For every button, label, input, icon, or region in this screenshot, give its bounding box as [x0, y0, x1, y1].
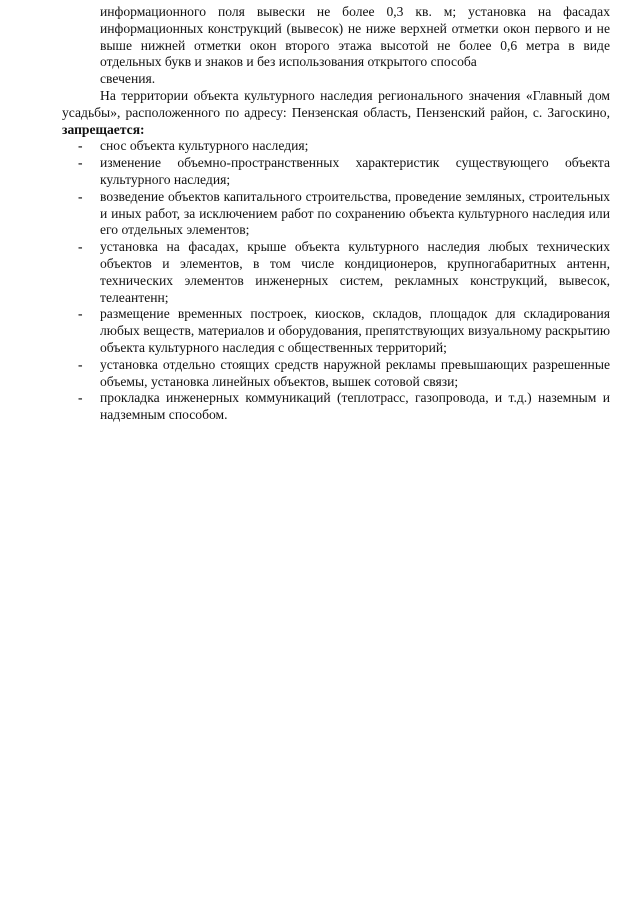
- list-item-text: установка отдельно стоящих средств наружной рекламы превышающих разрешенные объемы, установка линейных объектов, вышек сотовой связи;: [100, 356, 610, 389]
- list-item-text: снос объекта культурного наследия;: [100, 138, 309, 154]
- continuation-paragraph: [100, 4, 610, 88]
- prohibition-intro-paragraph: [62, 88, 610, 138]
- intro-text: На территории объекта культурного наследия регионального значения «Главный дом усадьбы», расположенного по адресу: Пензенская область, Пензенский район, с. Загоскино,: [62, 87, 610, 120]
- list-item: [62, 155, 610, 189]
- list-item: [62, 239, 610, 306]
- list-item: [62, 357, 610, 391]
- list-item-text: размещение временных построек, киосков, складов, площадок для складирования любых веществ, материалов и оборудования, препятствующих визуальному раскрытию объекта культурного наследия с общественных территорий;: [100, 306, 610, 355]
- bullet-icon: -: [78, 188, 83, 204]
- list-item-text: прокладка инженерных коммуникаций (теплотрасс, газопровода, и т.д.) наземным и надземным способом.: [100, 390, 610, 423]
- list-item-text: возведение объектов капитального строительства, проведение земляных, строительных и иных работ, за исключением работ по сохранению объекта культурного наследия или его отдельных элементов;: [100, 188, 610, 238]
- list-item-text: установка на фасадах, крыше объекта культурного наследия любых технических объектов и элементов, в том числе кондиционеров, крупногабаритных антенн, технических элементов инженерных систем, рекламных конструкций, вывесок, телеантенн;: [100, 239, 610, 305]
- bullet-icon: -: [78, 155, 83, 171]
- bullet-icon: -: [78, 239, 83, 255]
- bullet-icon: -: [78, 390, 83, 406]
- intro-emphasis: запрещается:: [62, 121, 145, 137]
- list-item: [62, 138, 610, 155]
- list-item: [62, 390, 610, 424]
- list-item-text: изменение объемно-пространственных характеристик существующего объекта культурного наследия;: [100, 155, 610, 187]
- document-page: [62, 4, 610, 424]
- continuation-last-line: свечения.: [100, 71, 156, 87]
- bullet-icon: -: [78, 356, 83, 372]
- bullet-icon: -: [78, 138, 83, 154]
- prohibitions-list: [62, 138, 610, 424]
- continuation-text: информационного поля вывески не более 0,3 кв. м; установка на фасадах информационных конструкций (вывесок) не ниже верхней отметки окон первого и не выше нижней отметки окон второго этажа высотой не более 0,6 метра в виде отдельных букв и знаков и без использования открытого способа: [100, 4, 610, 70]
- bullet-icon: -: [78, 306, 83, 322]
- list-item: [62, 306, 610, 356]
- list-item: [62, 189, 610, 239]
